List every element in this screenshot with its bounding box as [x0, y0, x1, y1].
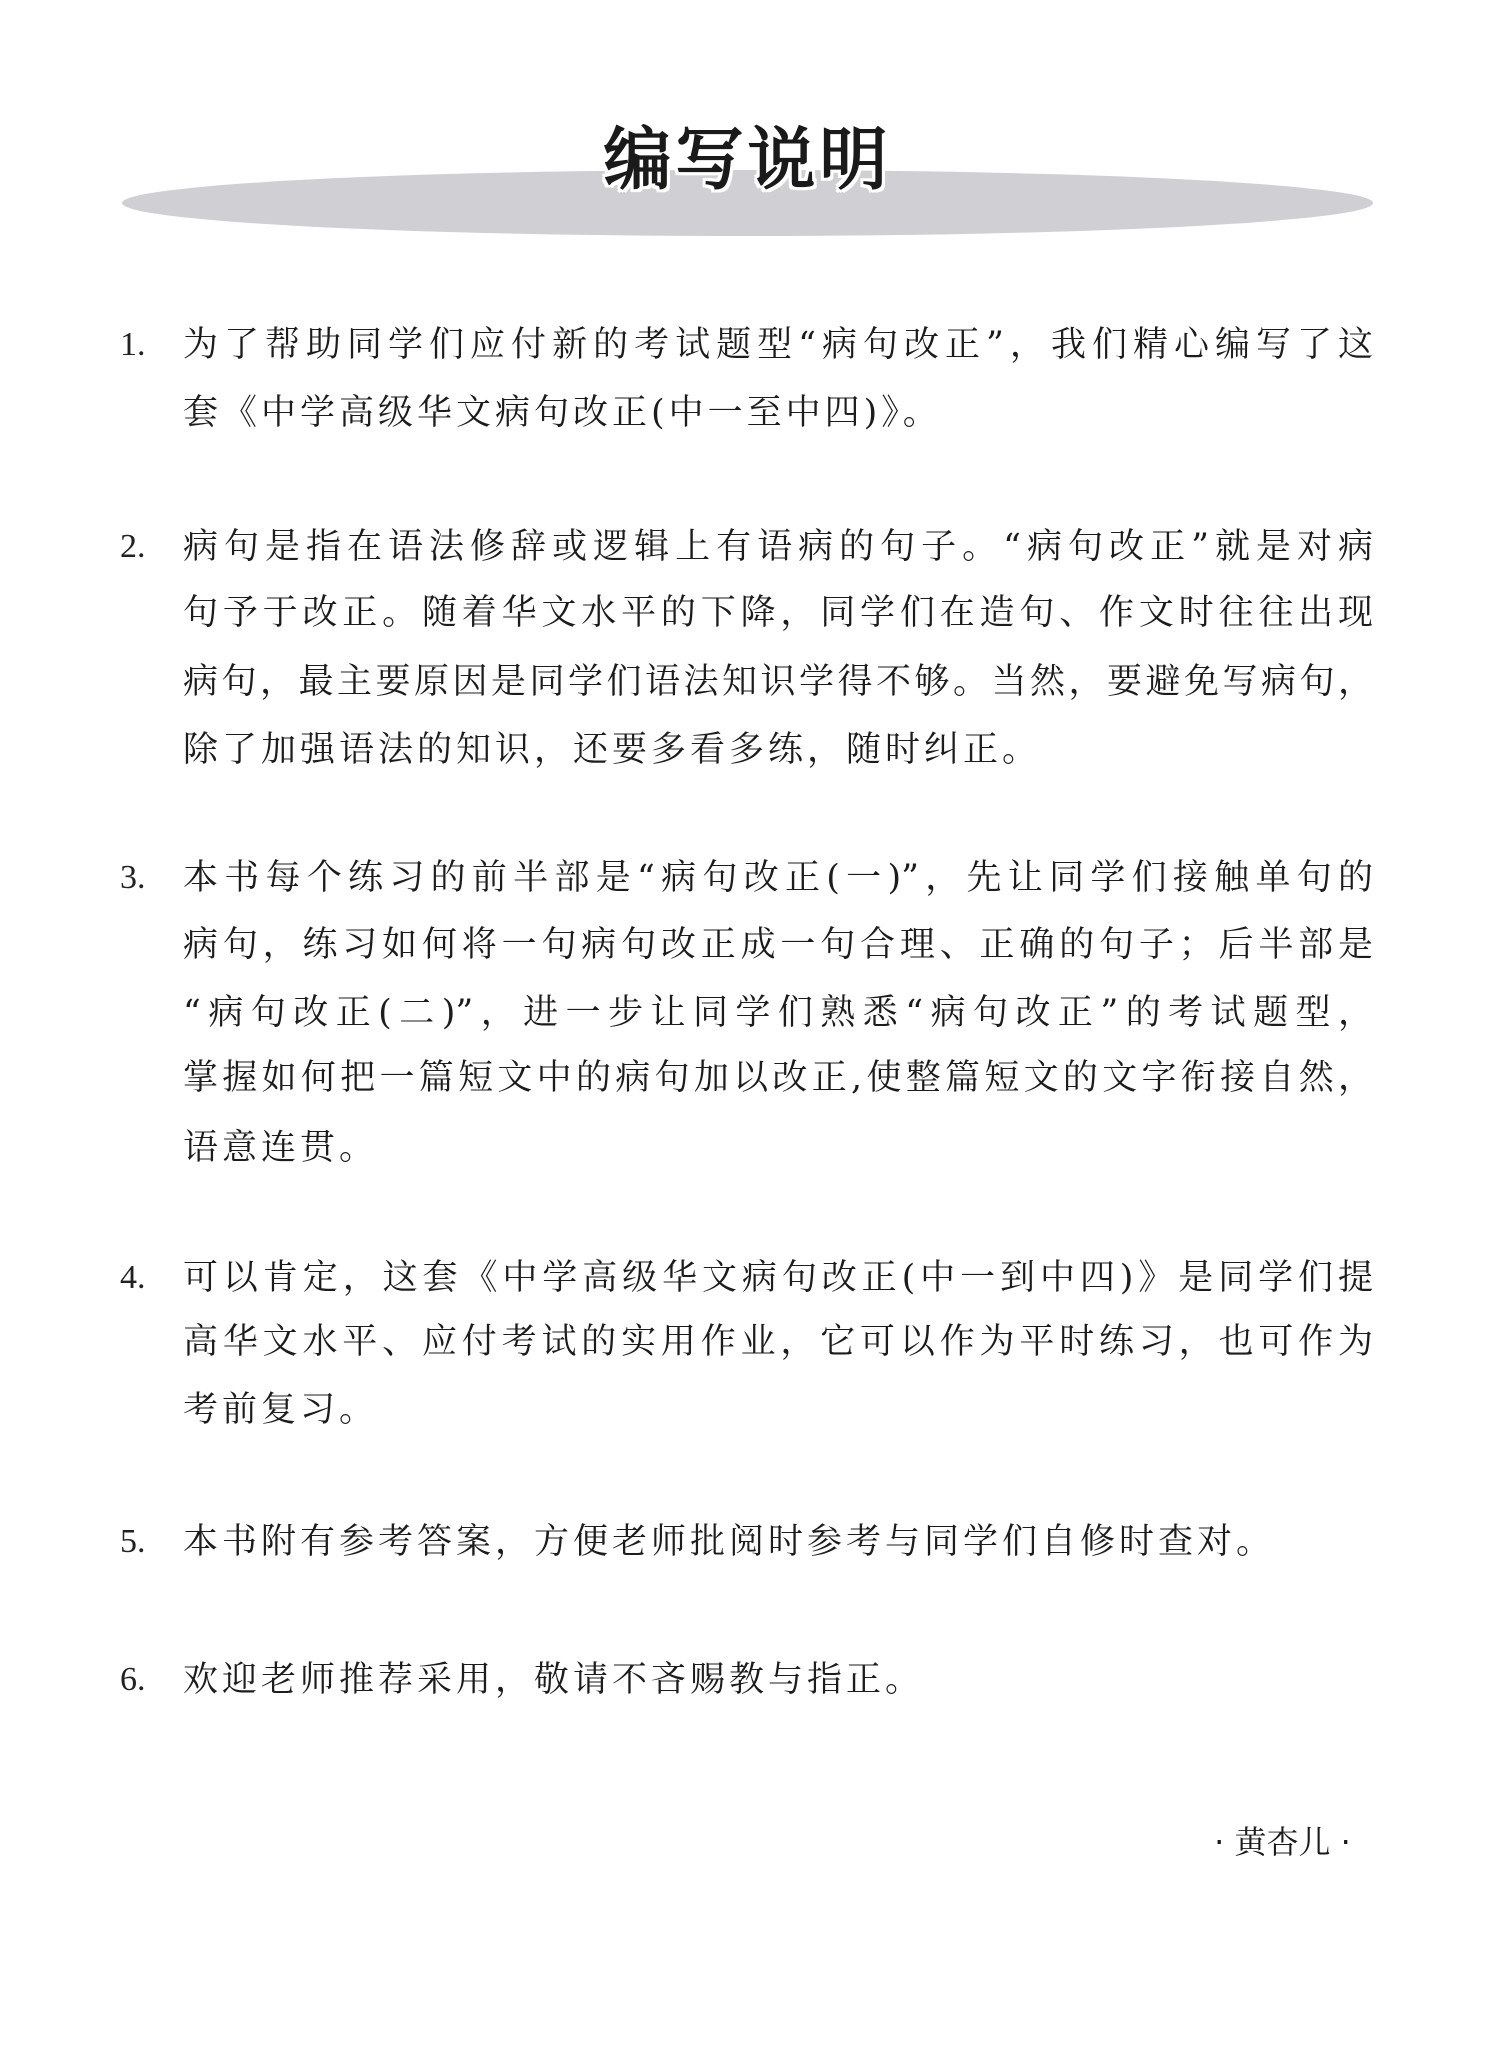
item-line: 本​书​每​个​练​习​的​前​半​部​是​“​病​句​改​正​(​一​)​”​，​先​让​同​学​们​接​触​单​句​的 — [183, 858, 1373, 898]
item-number: 2. — [120, 528, 146, 565]
item-line: 高​华​文​水​平​、​应​付​考​试​的​实​用​作​业​，​它​可​以​作​为​平​时​练​习​，​也​可​作​为 — [183, 1322, 1373, 1362]
author-signature: · 黄杏儿 · — [1214, 1823, 1351, 1861]
item-line: 病​句​是​指​在​语​法​修​辞​或​逻​辑​上​有​语​病​的​句​子​。​“​病​句​改​正​”​就​是​对​病 — [183, 527, 1373, 567]
item-number: 3. — [120, 859, 146, 896]
item-line: 语意连贯。 — [183, 1128, 379, 1168]
item-line: 本书附有参考答案，方便老师批阅时参考与同学们自修时查对。 — [183, 1522, 1276, 1562]
item-line: 掌​握​如​何​把​一​篇​短​文​中​的​病​句​加​以​改​正​,​使​整​篇​短​文​的​文​字​衔​接​自​然​， — [183, 1058, 1373, 1098]
item-line: 欢迎老师推荐采用，敬请不吝赐教与指正。 — [183, 1660, 925, 1700]
item-line: 套《中学高级华文病句改正(中一至中四)》。 — [183, 393, 942, 433]
item-number: 1. — [120, 326, 146, 363]
item-line: 病​句​，​练​习​如​何​将​一​句​病​句​改​正​成​一​句​合​理​、​正​确​的​句​子​；​后​半​部​是 — [183, 925, 1373, 965]
page-title: 编写说明 — [603, 121, 892, 200]
item-line: 为​了​帮​助​同​学​们​应​付​新​的​考​试​题​型​“​病​句​改​正​”​，​我​们​精​心​编​写​了​这 — [183, 325, 1373, 365]
item-line: 除了加强语法的知识，还要多看多练，随时纠正。 — [183, 730, 1042, 770]
item-number: 5. — [120, 1523, 146, 1560]
item-number: 4. — [120, 1259, 146, 1296]
item-line: “​病​句​改​正​(​二​)​”​，​进​一​步​让​同​学​们​熟​悉​“​病​句​改​正​”​的​考​试​题​型​， — [183, 993, 1373, 1033]
item-line: 病​句​，​最​主​要​原​因​是​同​学​们​语​法​知​识​学​得​不​够​。​当​然​，​要​避​免​写​病​句​， — [183, 662, 1373, 702]
item-line: 句​予​于​改​正​。​随​着​华​文​水​平​的​下​降​，​同​学​们​在​造​句​、​作​文​时​往​往​出​现 — [183, 593, 1373, 633]
item-number: 6. — [120, 1661, 146, 1698]
item-line: 考前复习。 — [183, 1390, 379, 1430]
item-line: 可​以​肯​定​，​这​套​《​中​学​高​级​华​文​病​句​改​正​(​中​一​到​中​四​)​》​是​同​学​们​提 — [183, 1258, 1373, 1298]
